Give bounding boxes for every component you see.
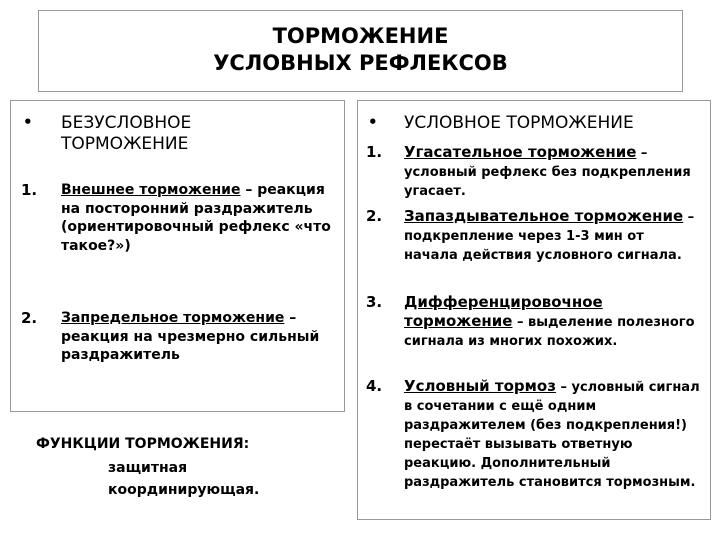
bullet-icon: • [23, 113, 33, 131]
term-description: – выделение полезного сигнала из многих похожих. [404, 315, 695, 349]
term: Запаздывательное торможение [404, 207, 684, 225]
list-item [404, 207, 700, 265]
list-item [61, 309, 331, 365]
list-number: 3. [366, 293, 383, 311]
function-item: координирующая. [108, 482, 260, 498]
unconditioned-heading: БЕЗУСЛОВНОЕ ТОРМОЖЕНИЕ [61, 113, 192, 154]
list-number: 4. [366, 377, 383, 395]
term-description: – подкрепление через 1-3 мин от начала действия условного сигнала. [404, 210, 695, 263]
list-item [61, 181, 331, 255]
list-number: 2. [21, 309, 38, 327]
list-number: 1. [366, 143, 383, 161]
unconditioned-inhibition-box [10, 100, 345, 412]
page-title-line-1: ТОРМОЖЕНИЕ [272, 24, 449, 48]
page-title-line-2: УСЛОВНЫХ РЕФЛЕКСОВ [213, 51, 508, 75]
term: Дифференцировочное торможение [404, 293, 603, 330]
list-item [404, 377, 700, 492]
term-description: – реакция на чрезмерно сильный раздражитель [61, 310, 320, 363]
list-number: 1. [21, 181, 38, 199]
functions-title: ФУНКЦИИ ТОРМОЖЕНИЯ: [36, 436, 250, 452]
list-item [404, 143, 700, 201]
term: Условный тормоз [404, 377, 556, 395]
title-box [38, 10, 683, 92]
list-number: 2. [366, 207, 383, 225]
conditioned-inhibition-box [357, 100, 711, 520]
term: Внешнее торможение [61, 182, 241, 198]
term-description: – условный сигнал в сочетании с ещё одним раздражителем (без подкрепления!) перестаёт вызывать ответную реакцию. Дополнительный раздражитель становится тормозным. [404, 380, 700, 490]
term: Угасательное торможение [404, 143, 637, 161]
function-item: защитная [108, 460, 188, 476]
term: Запредельное торможение [61, 310, 285, 326]
list-item [404, 293, 700, 351]
bullet-icon: • [368, 113, 378, 131]
conditioned-heading: УСЛОВНОЕ ТОРМОЖЕНИЕ [404, 113, 634, 133]
term-description: – условный рефлекс без подкрепления угасает. [404, 146, 691, 199]
term-description: – реакция на посторонний раздражитель (ориентировочный рефлекс «что такое?») [61, 182, 331, 254]
